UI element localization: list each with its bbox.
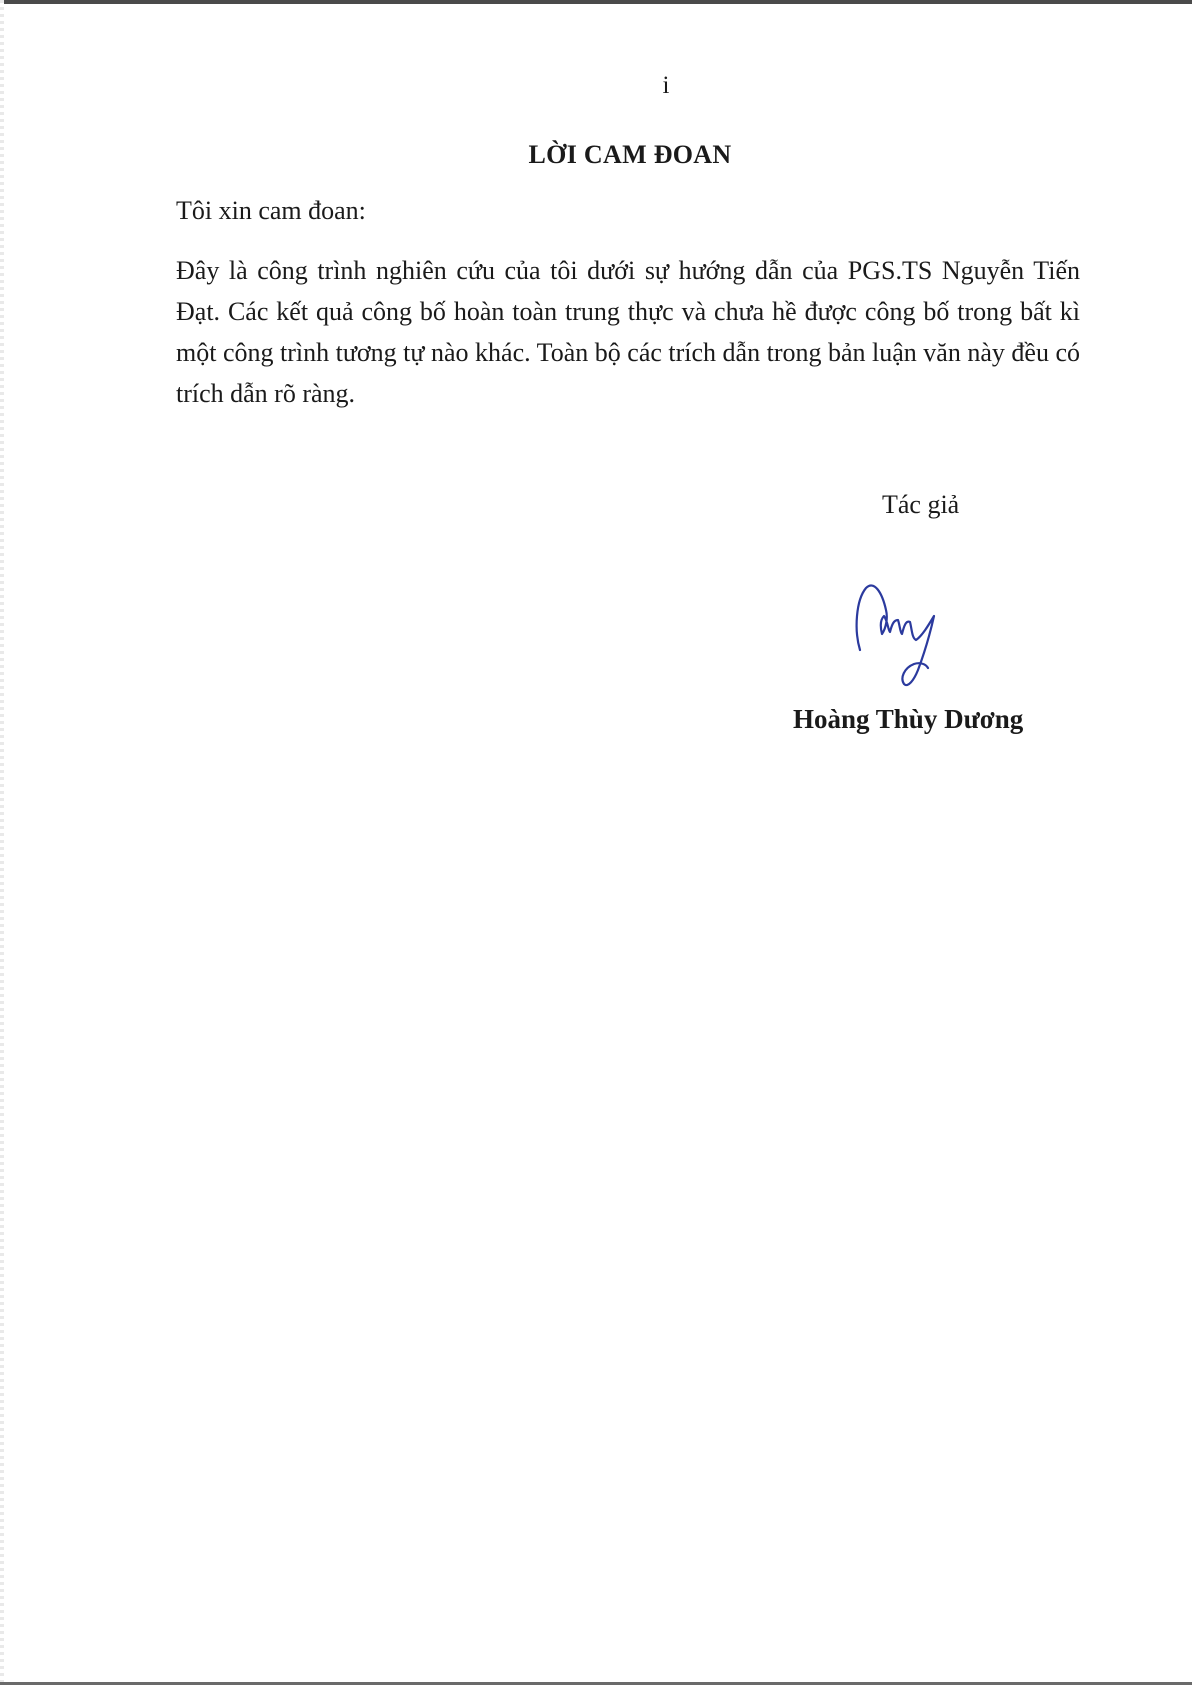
page-number: i <box>662 72 670 99</box>
author-name: Hoàng Thùy Dương <box>793 704 1024 734</box>
intro-line: Tôi xin cam đoan: <box>176 196 366 225</box>
scan-left-edge <box>0 0 4 1685</box>
page-title: LỜI CAM ĐOAN <box>528 140 732 169</box>
declaration-paragraph: Đây là công trình nghiên cứu của tôi dưới sự hướng dẫn của PGS.TS Nguyễn Tiến Đạt. Các kết quả công bố hoàn toàn trung thực và chưa hề được công bố trong bất kì một công trình tương tự nào khác. Toàn bộ các trích dẫn trong bản luận văn này đều có trích dẫn rõ ràng. <box>176 256 1080 408</box>
scan-top-edge <box>0 0 1192 4</box>
author-label: Tác giả <box>882 490 960 519</box>
signature-icon <box>850 580 960 695</box>
